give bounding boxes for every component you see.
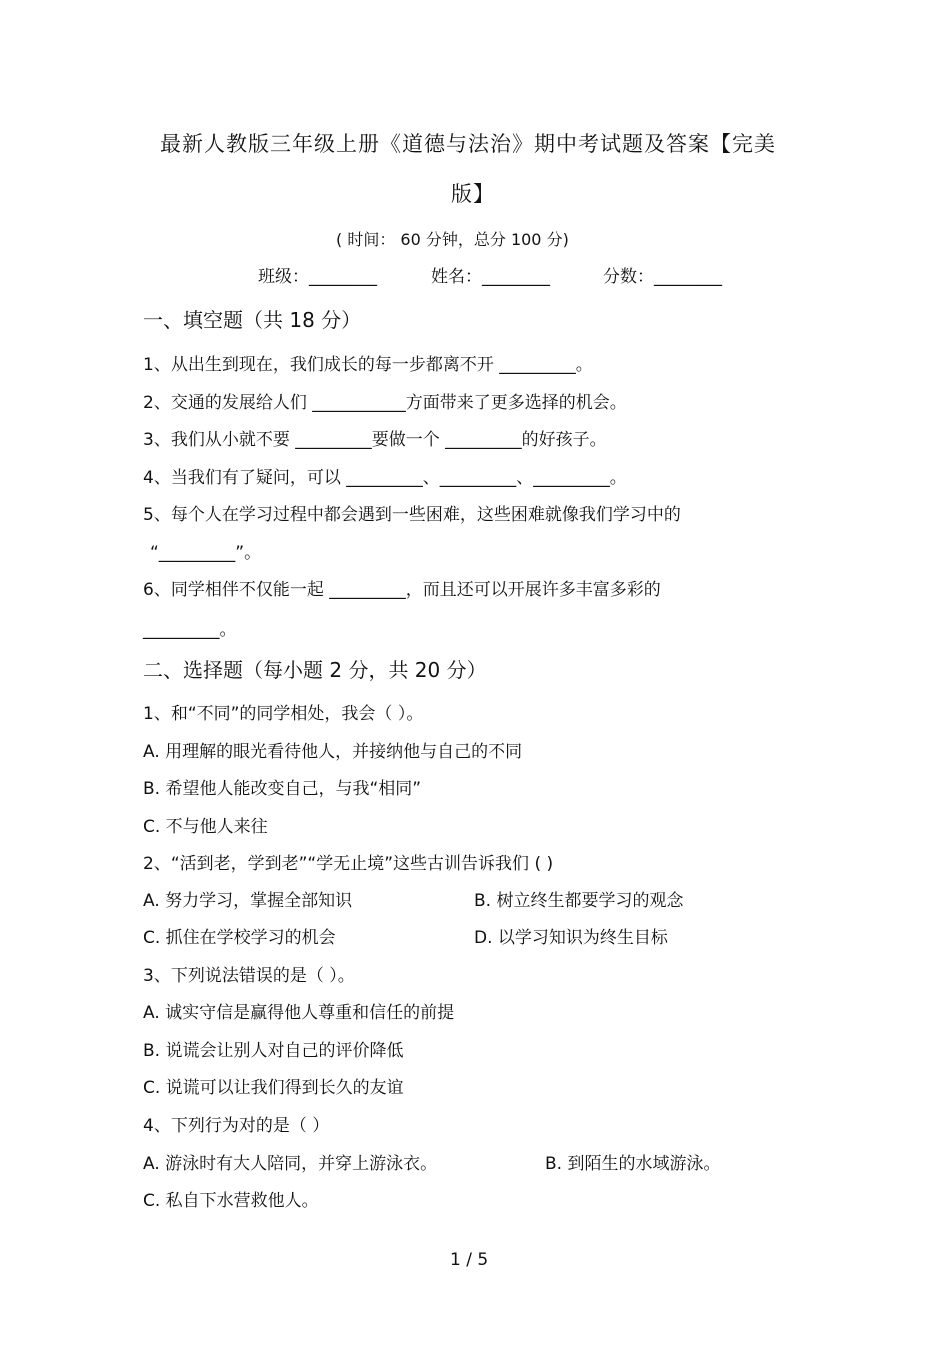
class-field: 班级：________ [258, 267, 377, 287]
choice-question-1: 1、和“不同”的同学相处，我会（ ）。 [143, 704, 424, 724]
choice-question-3: 3、下列说法错误的是（ ）。 [143, 966, 355, 986]
choice-q2-option-c: C. 抓住在学校学习的机会 [143, 928, 336, 948]
choice-q1-option-c: C. 不与他人来往 [143, 817, 268, 837]
name-field: 姓名：________ [431, 267, 550, 287]
fill-question-5-line-1: 5、每个人在学习过程中都会遇到一些困难，这些困难就像我们学习中的 [143, 505, 681, 525]
choice-q1-option-b: B. 希望他人能改变自己，与我“相同” [143, 779, 422, 799]
choice-q2-option-b: B. 树立终生都要学习的观念 [474, 891, 684, 911]
fill-question-6-line-2: _________。 [143, 620, 237, 640]
choice-q4-option-b: B. 到陌生的水域游泳。 [545, 1154, 721, 1174]
page-number: 1 / 5 [450, 1250, 489, 1270]
choice-q4-option-c: C. 私自下水营救他人。 [143, 1191, 319, 1211]
choice-q1-option-a: A. 用理解的眼光看待他人，并接纳他与自己的不同 [143, 742, 523, 762]
section-1-heading: 一、填空题（共 18 分） [143, 308, 362, 332]
choice-q2-option-a: A. 努力学习，掌握全部知识 [143, 891, 353, 911]
exam-title-line-2: 版】 [451, 182, 495, 206]
time-note: ( 时间： 60 分钟，总分 100 分) [336, 230, 569, 249]
fill-question-2: 2、交通的发展给人们 ___________方面带来了更多选择的机会。 [143, 393, 627, 413]
choice-q4-option-a: A. 游泳时有大人陪同，并穿上游泳衣。 [143, 1154, 438, 1174]
fill-question-6-line-1: 6、同学相伴不仅能一起 _________，而且还可以开展许多丰富多彩的 [143, 580, 661, 600]
section-2-heading: 二、选择题（每小题 2 分，共 20 分） [143, 658, 487, 682]
choice-q3-option-b: B. 说谎会让别人对自己的评价降低 [143, 1041, 404, 1061]
choice-q3-option-c: C. 说谎可以让我们得到长久的友谊 [143, 1078, 404, 1098]
choice-question-2: 2、“活到老，学到老”“学无止境”这些古训告诉我们 ( ) [143, 854, 554, 874]
fill-question-3: 3、我们从小就不要 _________要做一个 _________的好孩子。 [143, 430, 607, 450]
score-field: 分数：________ [603, 267, 722, 287]
fill-question-1: 1、从出生到现在，我们成长的每一步都离不开 _________。 [143, 355, 593, 375]
exam-title-line-1: 最新人教版三年级上册《道德与法治》期中考试题及答案【完美 [160, 132, 776, 156]
choice-question-4: 4、下列行为对的是（ ） [143, 1116, 330, 1136]
fill-question-5-line-2: “_________”。 [150, 543, 262, 563]
choice-q2-option-d: D. 以学习知识为终生目标 [474, 928, 668, 948]
fill-question-4: 4、当我们有了疑问，可以 _________、_________、_________。 [143, 468, 627, 488]
choice-q3-option-a: A. 诚实守信是赢得他人尊重和信任的前提 [143, 1003, 455, 1023]
